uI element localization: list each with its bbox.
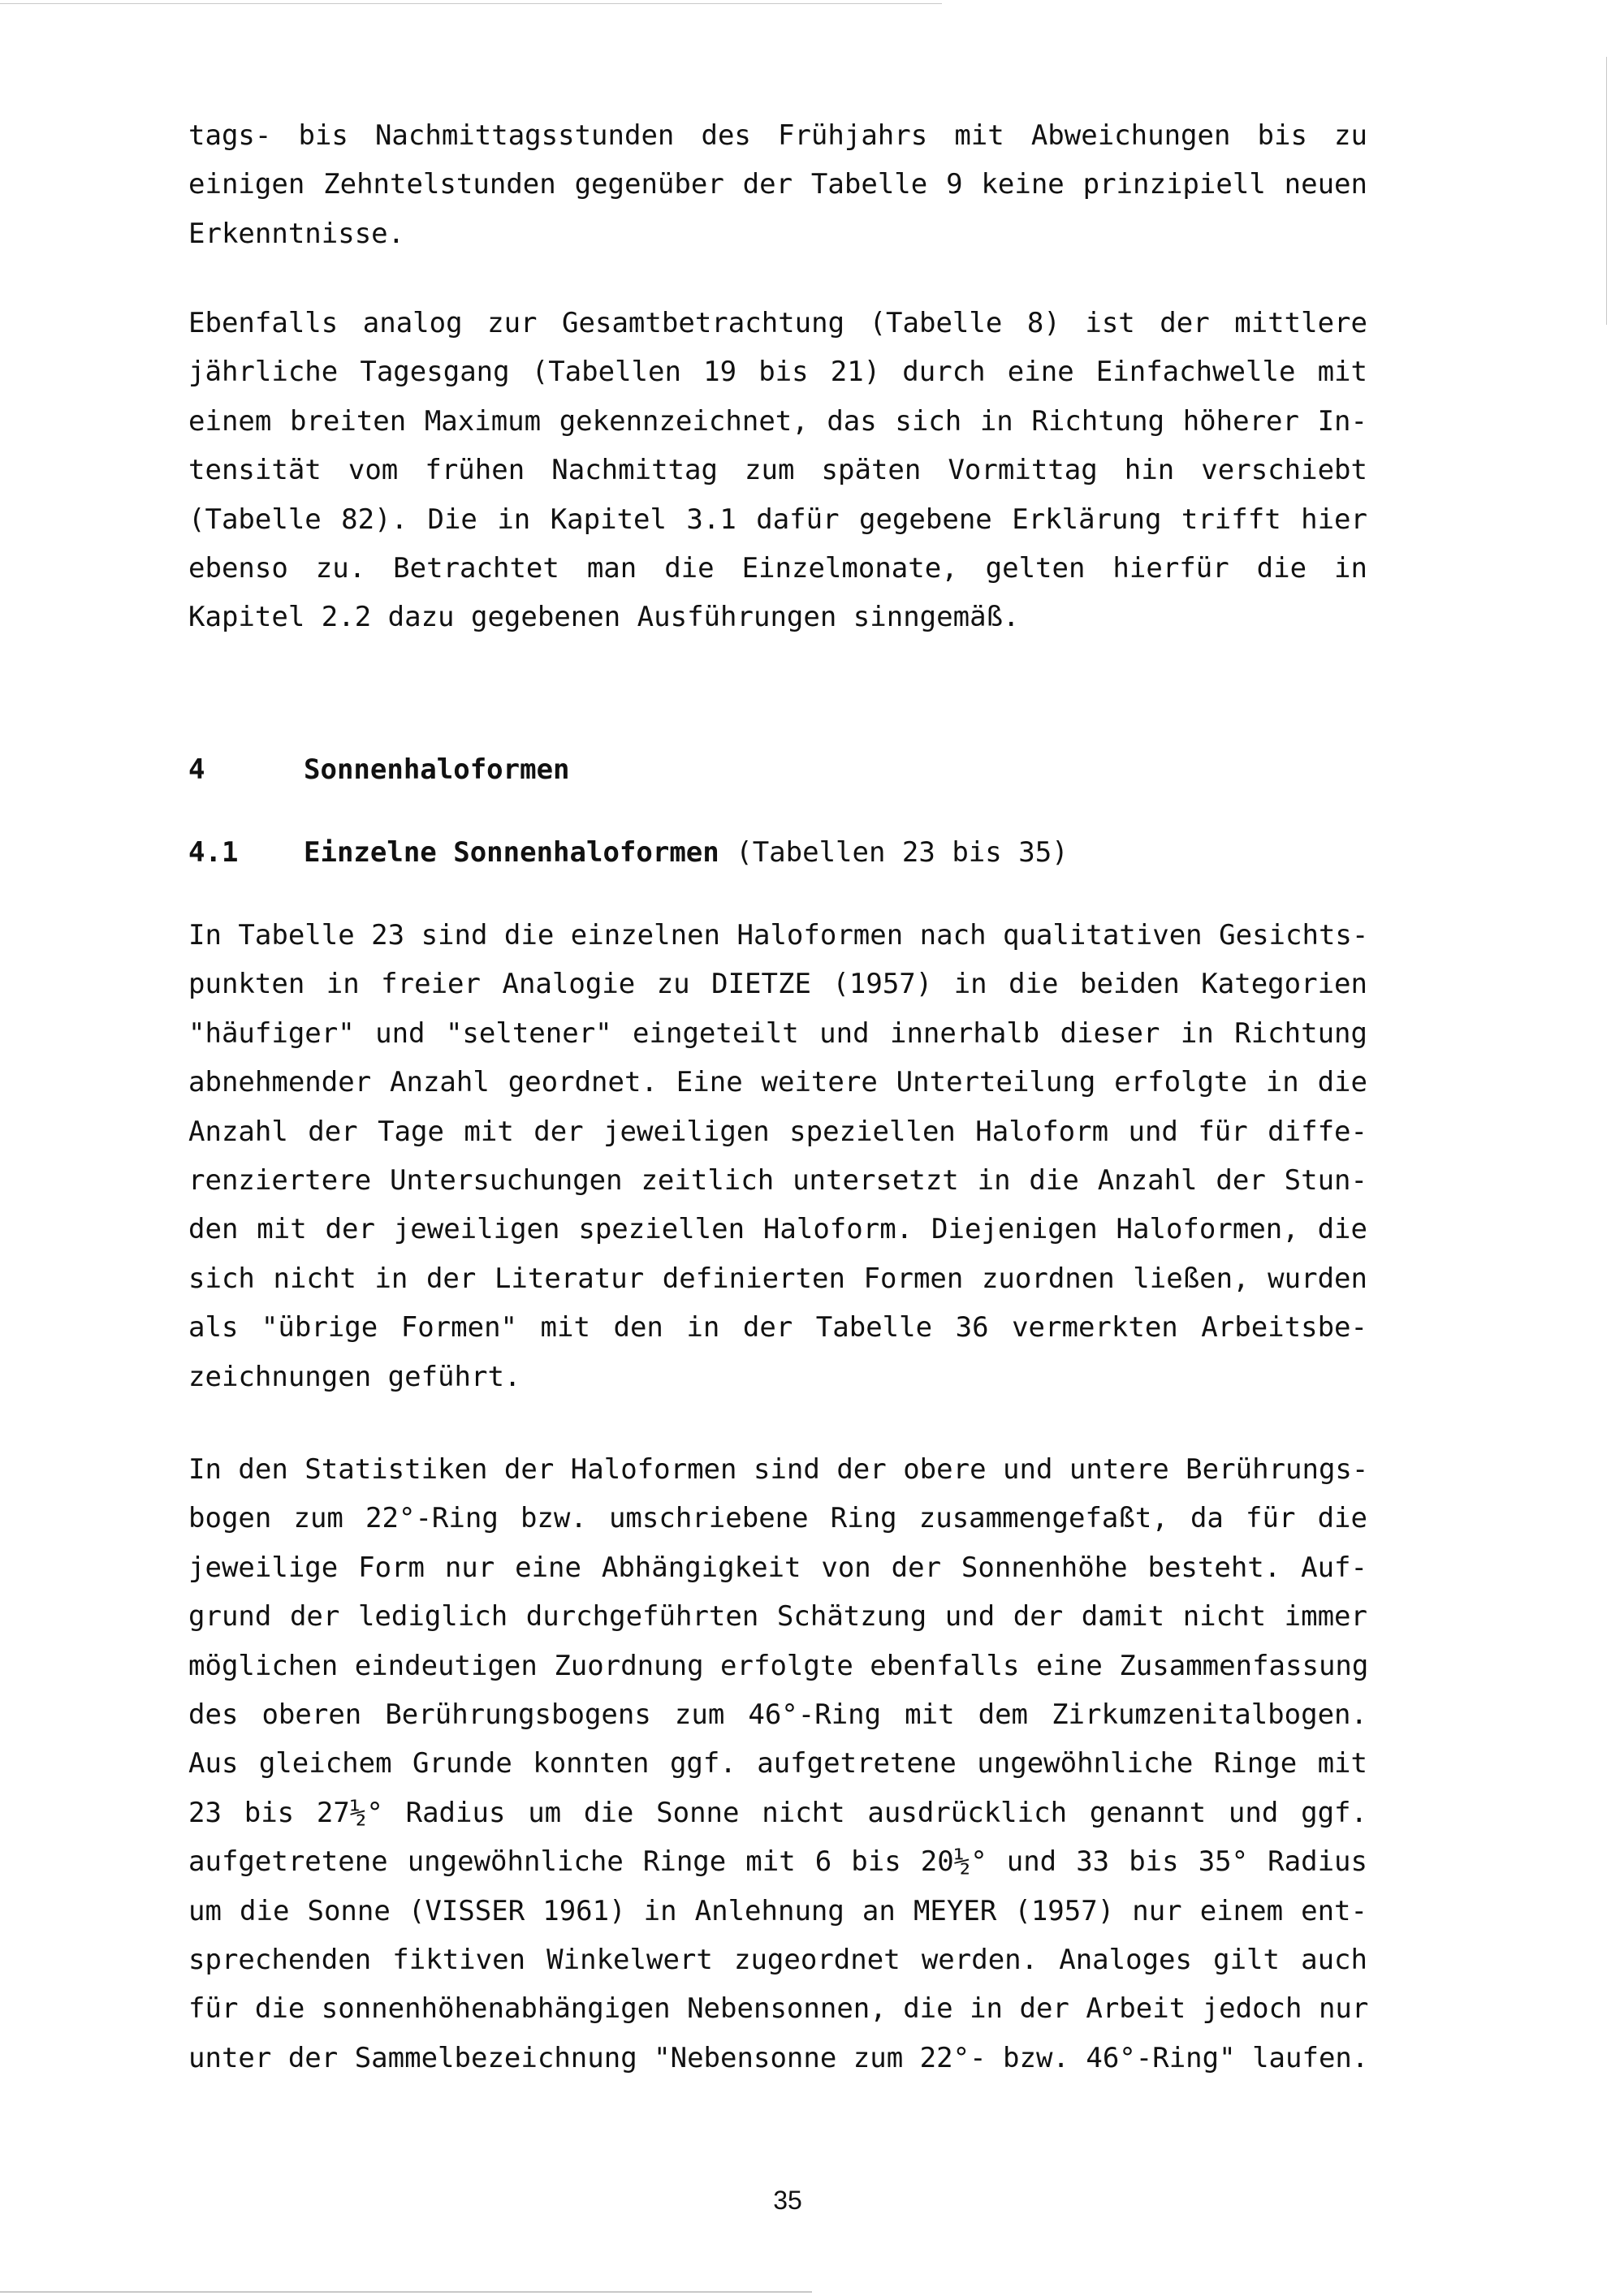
text-line: Anzahl der Tage mit der jeweiligen speziellen Haloform und für diffe-: [188, 1115, 1367, 1148]
section-number: 4: [188, 753, 205, 786]
paragraph-tabelle-23: [188, 911, 1367, 1401]
subsection-title: Einzelne Sonnenhaloformen (Tabellen 23 bis 35): [304, 836, 1069, 869]
text-line: für die sonnenhöhenabhängigen Nebensonnen, die in der Arbeit jedoch nur: [188, 1992, 1369, 2026]
text-line: bogen zum 22°-Ring bzw. umschriebene Ring zusammengefaßt, da für die: [188, 1502, 1367, 1535]
paragraph-continuation: [188, 111, 1367, 258]
scan-edge-bottom: [0, 2291, 812, 2293]
text-line: jeweilige Form nur eine Abhängigkeit von der Sonnenhöhe besteht. Auf-: [188, 1551, 1367, 1584]
paragraph-tagesgang: [188, 299, 1367, 642]
text-line: Kapitel 2.2 dazu gegebenen Ausführungen sinngemäß.: [188, 601, 1020, 634]
text-line: einem breiten Maximum gekennzeichnet, das sich in Richtung höherer In-: [188, 404, 1367, 438]
text-line: ebenso zu. Betrachtet man die Einzelmonate, gelten hierfür die in: [188, 552, 1367, 585]
text-line: als "übrige Formen" mit den in der Tabelle 36 vermerkten Arbeitsbe-: [188, 1311, 1367, 1344]
text-line: des oberen Berührungsbogens zum 46°-Ring mit dem Zirkumzenitalbogen.: [188, 1698, 1367, 1732]
section-title: Sonnenhaloformen: [304, 753, 570, 786]
scan-edge-right: [1606, 57, 1607, 325]
text-line: In den Statistiken der Haloformen sind der obere und untere Berührungs-: [188, 1453, 1369, 1486]
subsection-reference: (Tabellen 23 bis 35): [736, 836, 1069, 869]
text-line: zeichnungen geführt.: [188, 1360, 521, 1393]
text-line: "häufiger" und "seltener" eingeteilt und innerhalb dieser in Richtung: [188, 1016, 1367, 1050]
text-line: Erkenntnisse.: [188, 217, 405, 250]
text-line: 23 bis 27½° Radius um die Sonne nicht ausdrücklich genannt und ggf.: [188, 1796, 1367, 1829]
text-line: sich nicht in der Literatur definierten Formen zuordnen ließen, wurden: [188, 1262, 1367, 1295]
text-line: aufgetretene ungewöhnliche Ringe mit 6 bis 20½° und 33 bis 35° Radius: [188, 1845, 1367, 1879]
text-line: punkten in freier Analogie zu DIETZE (1957) in die beiden Kategorien: [188, 968, 1367, 1001]
text-line: renziertere Untersuchungen zeitlich untersetzt in die Anzahl der Stun-: [188, 1164, 1367, 1198]
text-line: tensität vom frühen Nachmittag zum späten Vormittag hin verschiebt: [188, 454, 1367, 487]
text-line: unter der Sammelbezeichnung "Nebensonne zum 22°- bzw. 46°-Ring" laufen.: [188, 2041, 1369, 2074]
scan-edge-top: [0, 3, 942, 4]
text-line: abnehmender Anzahl geordnet. Eine weitere Unterteilung erfolgte in die: [188, 1066, 1367, 1099]
text-line: grund der lediglich durchgeführten Schätzung und der damit nicht immer: [188, 1600, 1367, 1634]
text-line: (Tabelle 82). Die in Kapitel 3.1 dafür gegebene Erklärung trifft hier: [188, 503, 1367, 536]
text-line: sprechenden fiktiven Winkelwert zugeordnet werden. Analoges gilt auch: [188, 1944, 1367, 1977]
subsection-number: 4.1: [188, 836, 239, 869]
text-line: um die Sonne (VISSER 1961) in Anlehnung an MEYER (1957) nur einem ent-: [188, 1894, 1367, 1927]
text-line: Ebenfalls analog zur Gesamtbetrachtung (Tabelle 8) ist der mittlere: [188, 307, 1367, 339]
page-number: 35: [773, 2186, 802, 2215]
paragraph-statistiken: [188, 1445, 1367, 2082]
text-line: den mit der jeweiligen speziellen Haloform. Diejenigen Haloformen, die: [188, 1213, 1367, 1246]
text-line: In Tabelle 23 sind die einzelnen Haloformen nach qualitativen Gesichts-: [188, 919, 1369, 952]
text-line: tags- bis Nachmittagsstunden des Frühjahrs mit Abweichungen bis zu: [188, 119, 1367, 152]
text-line: Aus gleichem Grunde konnten ggf. aufgetretene ungewöhnliche Ringe mit: [188, 1747, 1367, 1780]
text-line: möglichen eindeutigen Zuordnung erfolgte ebenfalls eine Zusammenfassung: [188, 1649, 1369, 1682]
text-line: jährliche Tagesgang (Tabellen 19 bis 21) durch eine Einfachwelle mit: [188, 356, 1367, 389]
text-line: einigen Zehntelstunden gegenüber der Tabelle 9 keine prinzipiell neuen: [188, 168, 1367, 201]
